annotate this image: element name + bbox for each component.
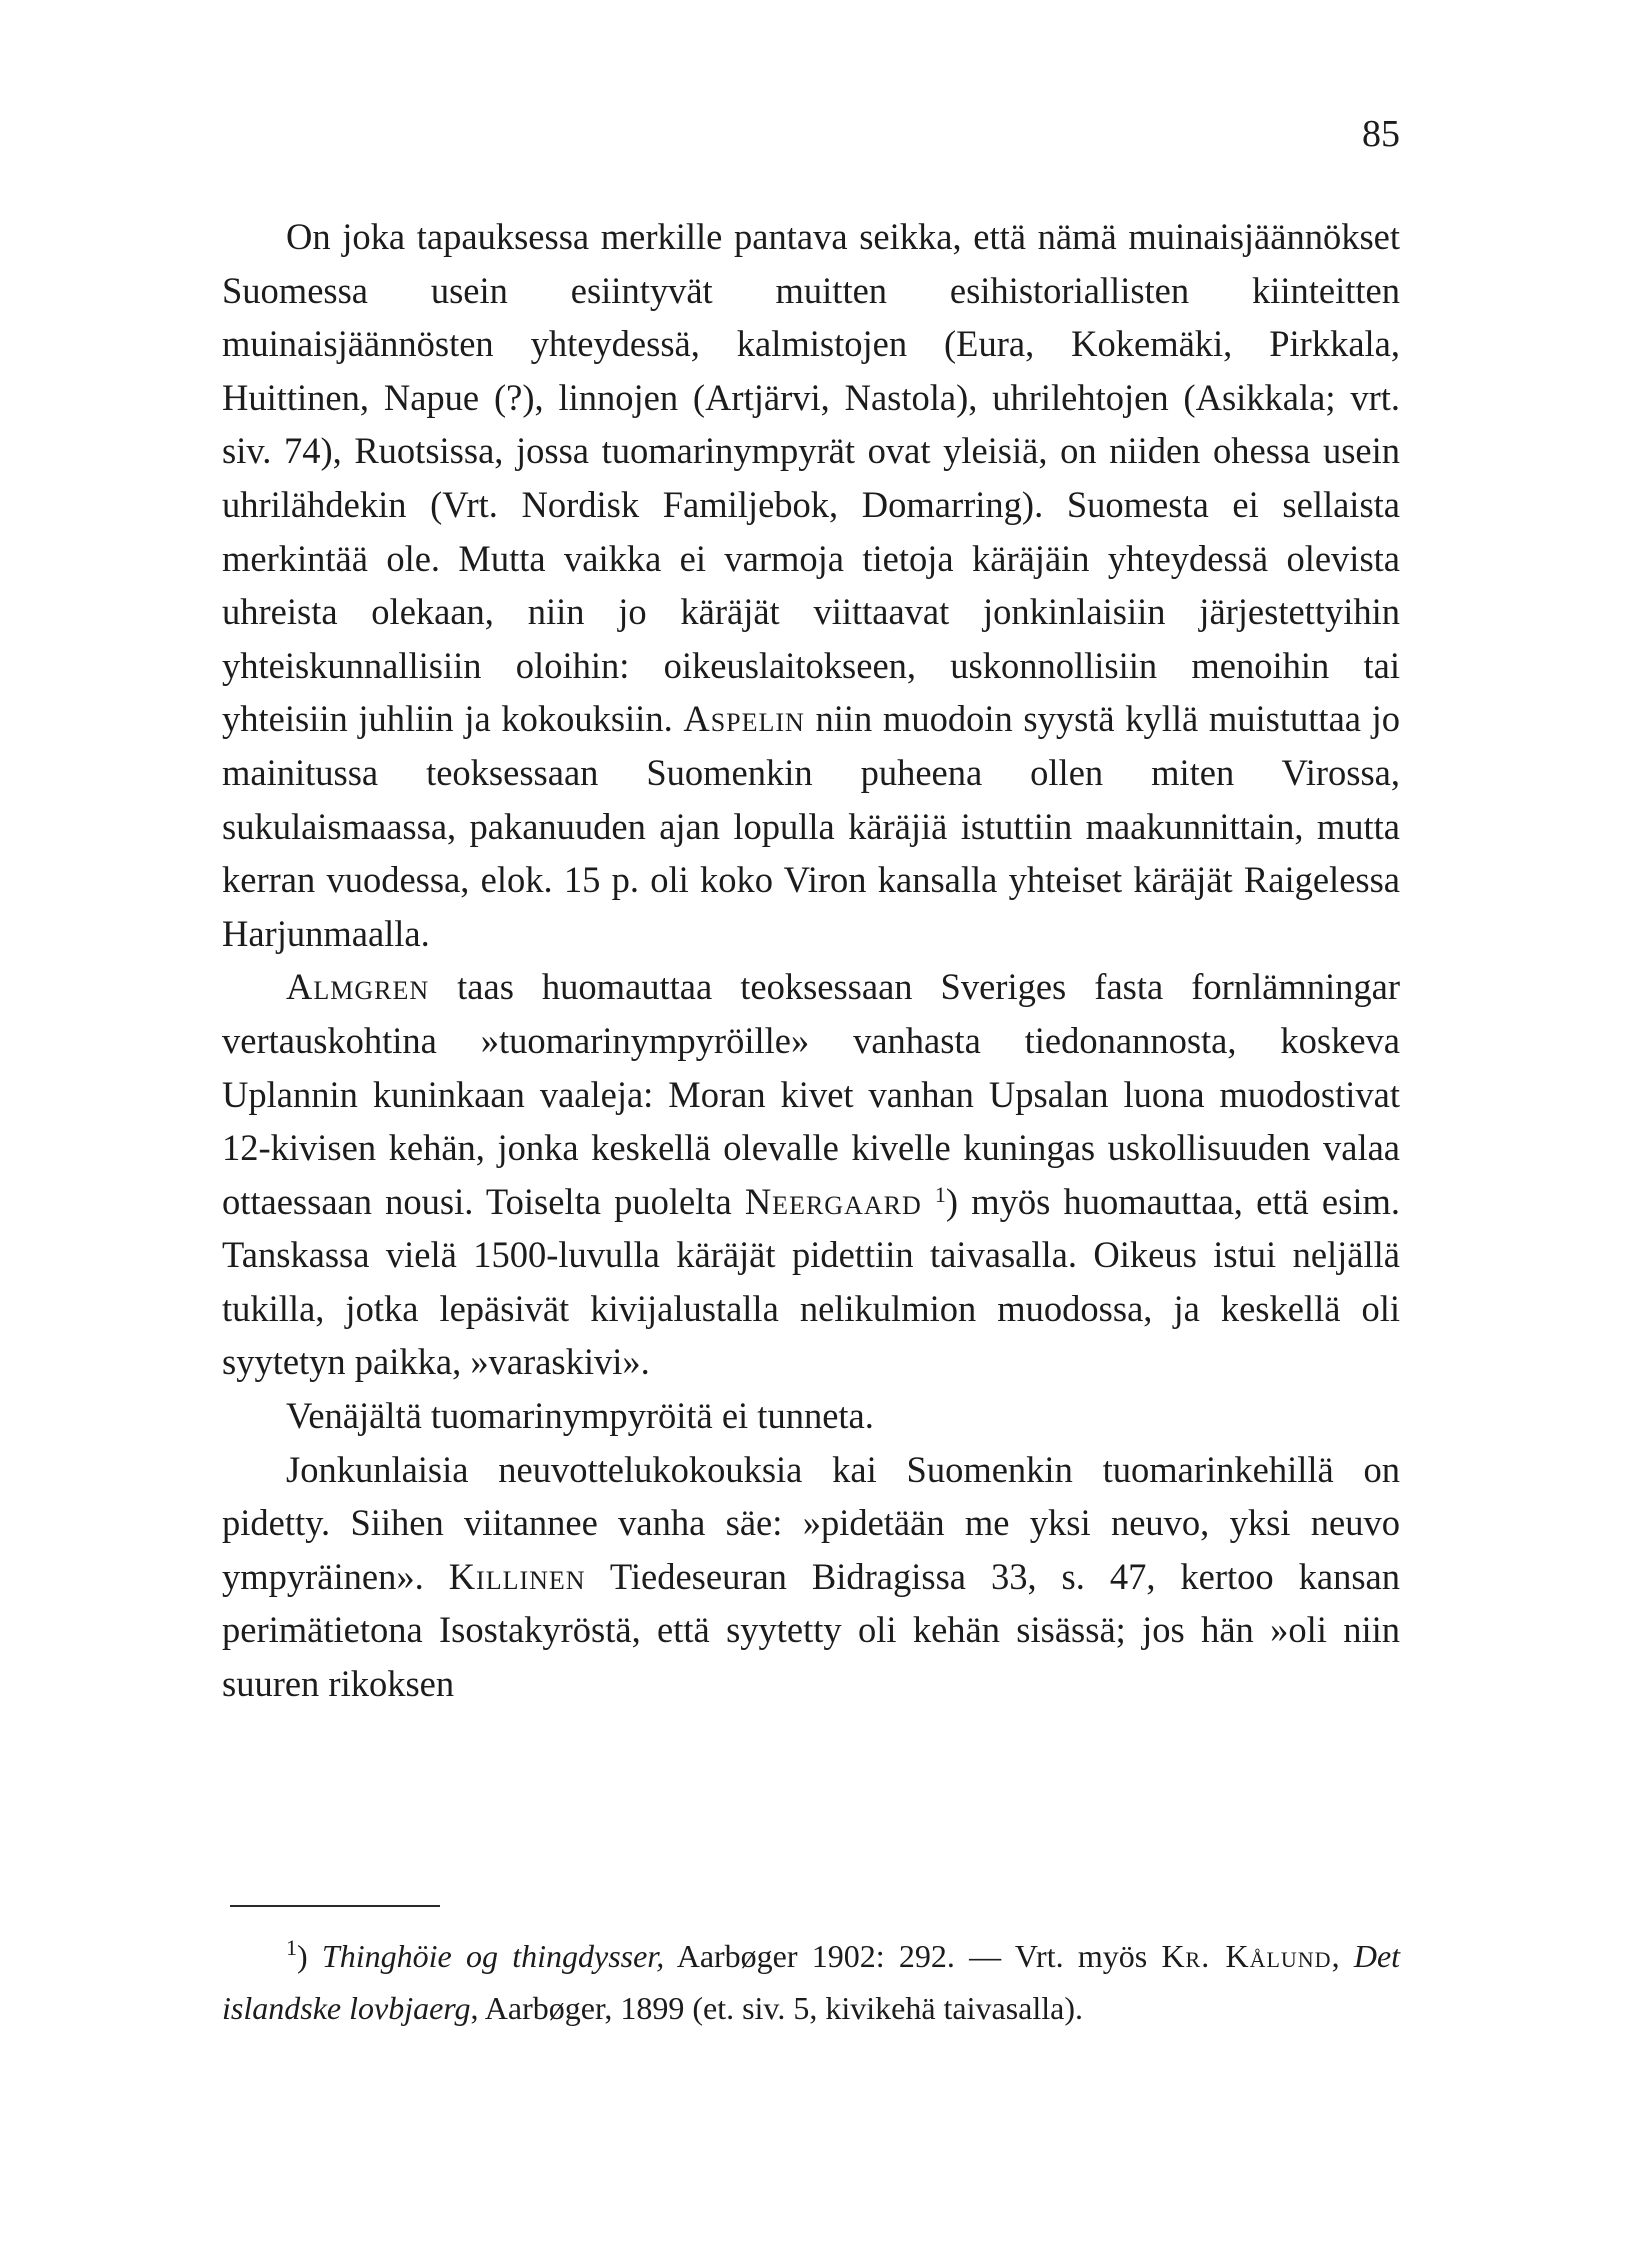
author-name: Killinen	[448, 1555, 586, 1597]
text-run: Aarbøger 1902: 292. — Vrt. myös	[664, 1938, 1162, 1974]
citation-title: Thinghöie og thingdysser,	[321, 1938, 665, 1974]
text-run: ) myös huomauttaa, että esim. Tanskassa vielä 1500-luvulla käräjät pidettiin taivasalla. Oikeus istui neljällä tukilla, jotka lepäsivät kivijalustalla nelikulmion muodossa, ja keskellä oli syytetyn paikka, »varaskivi».	[222, 1180, 1400, 1383]
body-text	[222, 210, 1400, 1711]
text-run: Jonkunlaisia neuvottelukokouksia kai Suomenkin tuomarinkehillä on pidetty. Siihen viitannee vanha säe: »pidetään me yksi neuvo, yksi neuvo ympyräinen».	[222, 1448, 1400, 1597]
page-number: 85	[1362, 113, 1400, 155]
footnote-reference: 1	[934, 1181, 946, 1207]
paragraph	[222, 1389, 1400, 1443]
text-run: )	[297, 1938, 322, 1974]
paragraph	[222, 210, 1400, 960]
footnote-marker: 1	[286, 1935, 297, 1960]
citation-title: Det islandske lovbjaerg	[222, 1938, 1401, 2026]
text-run: taas huomauttaa teoksessaan Sveriges fasta fornlämningar vertauskohtina »tuomarinympyröille» vanhasta tiedonannosta, koskeva Uplannin kuninkaan vaaleja: Moran kivet vanhan Upsalan luona muodostivat 12-kivisen kehän, jonka keskellä olevalle kivelle kuningas uskollisuuden valaa ottaessaan nousi. Toiselta puolelta	[222, 966, 1400, 1222]
text-run: , Aarbøger, 1899 (et. siv. 5, kivikehä taivasalla).	[470, 1990, 1084, 2026]
text-run: On joka tapauksessa merkille pantava seikka, että nämä muinaisjäännökset Suomessa usein esiintyvät muitten esihistoriallisten kiinteitten muinaisjäännösten yhteydessä, kalmistojen (Eura, Kokemäki, Pirkkala, Huittinen, Napue (?), linnojen (Artjärvi, Nastola), uhrilehtojen (Asikkala; vrt. siv. 74), Ruotsissa, jossa tuomarinympyrät ovat yleisiä, on niiden ohessa usein uhrilähdekin (Vrt. Nordisk Familjebok, Domarring). Suomesta ei sellaista merkintää ole. Mutta vaikka ei varmoja tietoja käräjäin yhteydessä olevista uhreista olekaan, niin jo käräjät viittaavat jonkinlaisiin järjestettyihin yhteiskunnallisiin oloihin: oikeuslaitokseen, uskonnollisiin menoihin tai yhteisiin juhliin ja kokouksiin.	[222, 216, 1400, 740]
footnote	[222, 1930, 1400, 2034]
text-run: Venäjältä tuomarinympyröitä ei tunneta.	[286, 1395, 874, 1437]
author-name: Neergaard	[744, 1180, 922, 1222]
text-run: ,	[1331, 1938, 1354, 1974]
text-run: Tiedeseuran Bidragissa 33, s. 47, kertoo kansan perimätietona Isostakyröstä, että syytetty oli kehän sisässä; jos hän »oli niin suuren rikoksen	[222, 1555, 1400, 1705]
author-name: Aspelin	[683, 698, 805, 740]
paragraph	[222, 960, 1400, 1389]
paragraph	[222, 1443, 1400, 1711]
author-name: Almgren	[286, 966, 430, 1008]
text-run	[922, 1181, 935, 1222]
footnote-divider	[230, 1905, 440, 1907]
author-name: Kr. Kålund	[1161, 1938, 1332, 1974]
text-run: niin muodoin syystä kyllä muistuttaa jo mainitussa teoksessaan Suomenkin puheena ollen miten Virossa, sukulaismaassa, pakanuuden ajan lopulla käräjiä istuttiin maakunnittain, mutta kerran vuodessa, elok. 15 p. oli koko Viron kansalla yhteiset käräjät Raigelessa Harjunmaalla.	[222, 698, 1401, 954]
footnotes	[222, 1930, 1400, 2034]
